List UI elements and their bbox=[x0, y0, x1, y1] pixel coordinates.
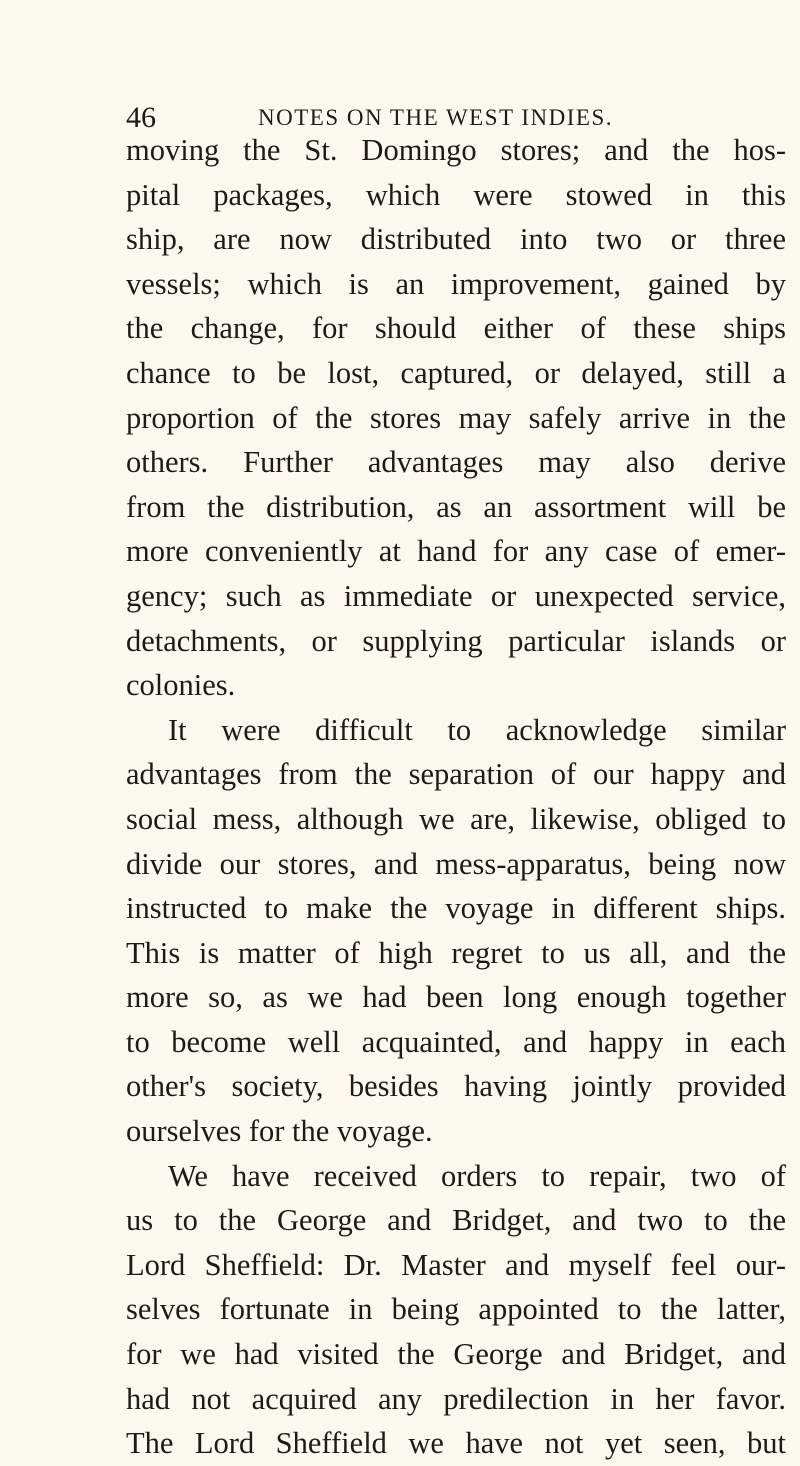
text-line: This is matter of high regret to us all, and the bbox=[126, 935, 786, 970]
text-line: more conveniently at hand for any case of emer- bbox=[126, 534, 786, 569]
text-line: advantages from the separation of our happy and bbox=[126, 757, 786, 792]
paragraph-start-line: It were difficult to acknowledge similar bbox=[168, 712, 786, 747]
text-line: selves fortunate in being appointed to the latter, bbox=[126, 1292, 786, 1327]
text-line: chance to be lost, captured, or delayed, still a bbox=[126, 355, 786, 390]
text-line: moving the St. Domingo stores; and the hos- bbox=[126, 133, 786, 167]
text-line: Lord Sheffield: Dr. Master and myself feel our- bbox=[126, 1247, 786, 1282]
text-line: to become well acquainted, and happy in each bbox=[126, 1024, 786, 1059]
body-text bbox=[126, 128, 786, 1466]
text-line: divide our stores, and mess-apparatus, being now bbox=[126, 846, 786, 881]
text-line: vessels; which is an improvement, gained by bbox=[126, 266, 786, 301]
text-line: instructed to make the voyage in different ships. bbox=[126, 891, 786, 926]
text-line: the change, for should either of these ships bbox=[126, 311, 786, 346]
text-line: others. Further advantages may also derive bbox=[126, 445, 786, 480]
text-line: social mess, although we are, likewise, obliged to bbox=[126, 801, 786, 836]
text-line: for we had visited the George and Bridget, and bbox=[126, 1337, 786, 1372]
text-line: gency; such as immediate or unexpected service, bbox=[126, 578, 786, 613]
paragraph-start-line: We have received orders to repair, two of bbox=[168, 1158, 786, 1193]
paragraph-end-line: colonies. bbox=[126, 668, 236, 703]
paragraph-end-line: ourselves for the voyage. bbox=[126, 1114, 433, 1149]
text-line: proportion of the stores may safely arrive in the bbox=[126, 400, 786, 435]
text-line: ship, are now distributed into two or three bbox=[126, 222, 786, 257]
text-line: had not acquired any predilection in her favor. bbox=[126, 1381, 786, 1416]
running-head: NOTES ON THE WEST INDIES. bbox=[258, 105, 614, 130]
text-line: us to the George and Bridget, and two to the bbox=[126, 1203, 786, 1238]
text-line: more so, as we had been long enough together bbox=[126, 980, 786, 1015]
text-line: from the distribution, as an assortment will be bbox=[126, 489, 786, 524]
text-line: The Lord Sheffield we have not yet seen, but bbox=[126, 1426, 786, 1461]
text-line: detachments, or supplying particular islands or bbox=[126, 623, 786, 658]
page-number: 46 bbox=[126, 101, 156, 134]
text-line: other's society, besides having jointly provided bbox=[126, 1069, 786, 1104]
text-line: pital packages, which were stowed in this bbox=[126, 177, 786, 212]
